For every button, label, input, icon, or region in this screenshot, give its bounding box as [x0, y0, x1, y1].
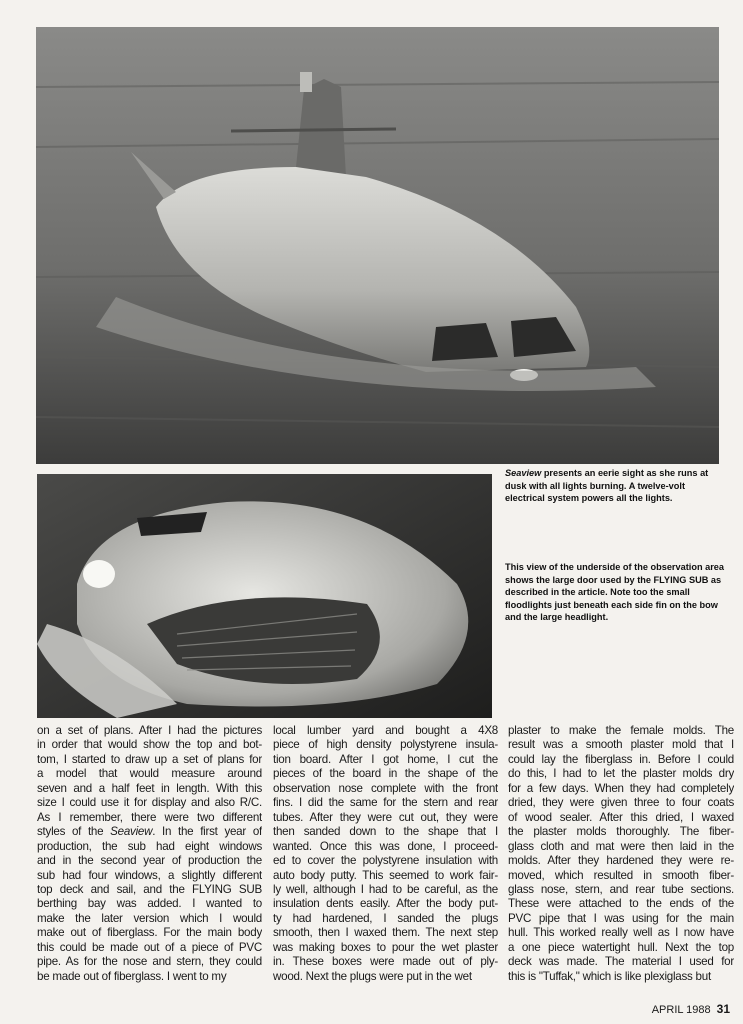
article-column-1: [37, 724, 262, 1000]
text-line: could lay the fiberglass in. Before I could: [508, 752, 734, 766]
text-line: in order that would show the top and bot-: [37, 738, 262, 752]
text-line: hull. This worked really well as I now have: [508, 926, 734, 940]
ship-name-italic: Seaview: [110, 825, 153, 839]
text-line: sub had four windows, a slightly different: [37, 868, 262, 882]
text-line: this could be made out of a piece of PVC: [37, 940, 262, 954]
text-line: and in the second year of production the: [37, 854, 262, 868]
text-line: insulation dents easily. After the body put-: [273, 897, 498, 911]
page-number: 31: [716, 1002, 730, 1016]
text-line: do this, I had to let the plaster molds dry: [508, 767, 734, 781]
text-line: smooth, then I waxed them. The next step: [273, 926, 498, 940]
text-line: pipe. As for the nose and stern, they could: [37, 955, 262, 969]
text-line: be made out of fiberglass. I went to my: [37, 969, 227, 983]
text-line: top deck and sail, and the FLYING SUB: [37, 882, 262, 896]
photo-observation-underside: [37, 474, 492, 718]
text-line: ed to cover the polystyrene insulation with: [273, 854, 498, 868]
text-line: deck was made. The material I used for: [508, 955, 734, 969]
issue-date: APRIL 1988: [651, 1004, 711, 1016]
text-line: production, the sub had eight windows: [37, 839, 262, 853]
caption-top-text: presents an eerie sight as she runs at dusk with all lights burning. A twelve-volt electrical system powers all the lights.: [505, 468, 709, 503]
text-line: PVC pipe that I was using for the main: [508, 911, 734, 925]
text-line: local lumber yard and bought a 4X8: [273, 724, 498, 737]
page-footer: [590, 1002, 730, 1016]
text-line: These were attached to the ends of the: [508, 897, 734, 911]
photo-seaview-dusk: [36, 27, 719, 464]
text-line: tubes. After they were cut out, they were: [273, 810, 498, 824]
caption-bottom-text: This view of the underside of the observation area shows the large door used by the FLYING SUB as described in the article. Note too the small floodlights just beneath each side fin on the bow and the large headlight.: [505, 562, 725, 622]
text-line: for a few days. When they had completely: [508, 781, 734, 795]
text-line: make the later version which I would: [37, 911, 262, 925]
text-line: ly well, although I had to be careful, as the: [273, 882, 498, 896]
text-line: in. These boxes were made out of ply-: [273, 955, 498, 969]
text-line: on a set of plans. After I had the pictures: [37, 724, 262, 737]
text-line: dried, they were given three to four coats: [508, 796, 734, 810]
text-line: observation nose complete with the front: [273, 781, 498, 795]
text-line: of wood sealer. After this dried, I waxed: [508, 810, 734, 824]
text-line: auto body putty. This seemed to work fair-: [273, 868, 498, 882]
text-line: moved, which resulted in smooth fiber-: [508, 868, 734, 882]
text-line: molds. After they hardened they were re-: [508, 854, 734, 868]
text-line: plaster to make the female molds. The: [508, 724, 734, 737]
text-line: pieces of the board in the shape of the: [273, 767, 498, 781]
text-line: As I remember, there were two different: [37, 810, 262, 824]
caption-italic-ship-name: Seaview: [505, 468, 542, 478]
text-line: size I could use it for display and also R/C.: [37, 796, 262, 810]
text-line: ty had hardened, I sanded the plugs: [273, 911, 498, 925]
text-line: wood. Next the plugs were put in the wet: [273, 969, 472, 983]
text-line: piece of high density polystyrene insula-: [273, 738, 498, 752]
text-line: then sanded down to the shape that I: [273, 825, 498, 839]
photo-caption-bottom: [505, 561, 727, 624]
text-line: glass cloth and mat were then laid in the: [508, 839, 734, 853]
article-column-3: [508, 724, 734, 1000]
text-line: was making boxes to pour the wet plaster: [273, 940, 498, 954]
text-line: a one piece watertight hull. Next the top: [508, 940, 734, 954]
text-line: a model that would measure around: [37, 767, 262, 781]
text-line: tom, I started to draw up a set of plans for: [37, 752, 262, 766]
text-line: make out of fiberglass. For the main body: [37, 926, 262, 940]
text-line: this is "Tuffak," which is like plexiglass but: [508, 969, 711, 983]
text-line: glass nose, stern, and rear tube sections.: [508, 882, 734, 896]
observation-underside-image: [37, 474, 492, 718]
text-line: the plaster molds thoroughly. The fiber-: [508, 825, 734, 839]
photo-caption-top: [505, 467, 725, 505]
article-column-2: [273, 724, 498, 1000]
text-line: tion board. After I got home, I cut the: [273, 752, 498, 766]
seaview-dusk-image: [36, 27, 719, 464]
text-line: result was a smooth plaster mold that I: [508, 738, 734, 752]
text-line: styles of the Seaview. In the first year of: [37, 825, 262, 839]
text-line: wanted. Once this was done, I proceed-: [273, 839, 498, 853]
text-line: seven and a half feet in length. With this: [37, 781, 262, 795]
text-line: fins. I did the same for the stern and rear: [273, 796, 498, 810]
text-line: berthing bay was added. I wanted to: [37, 897, 262, 911]
